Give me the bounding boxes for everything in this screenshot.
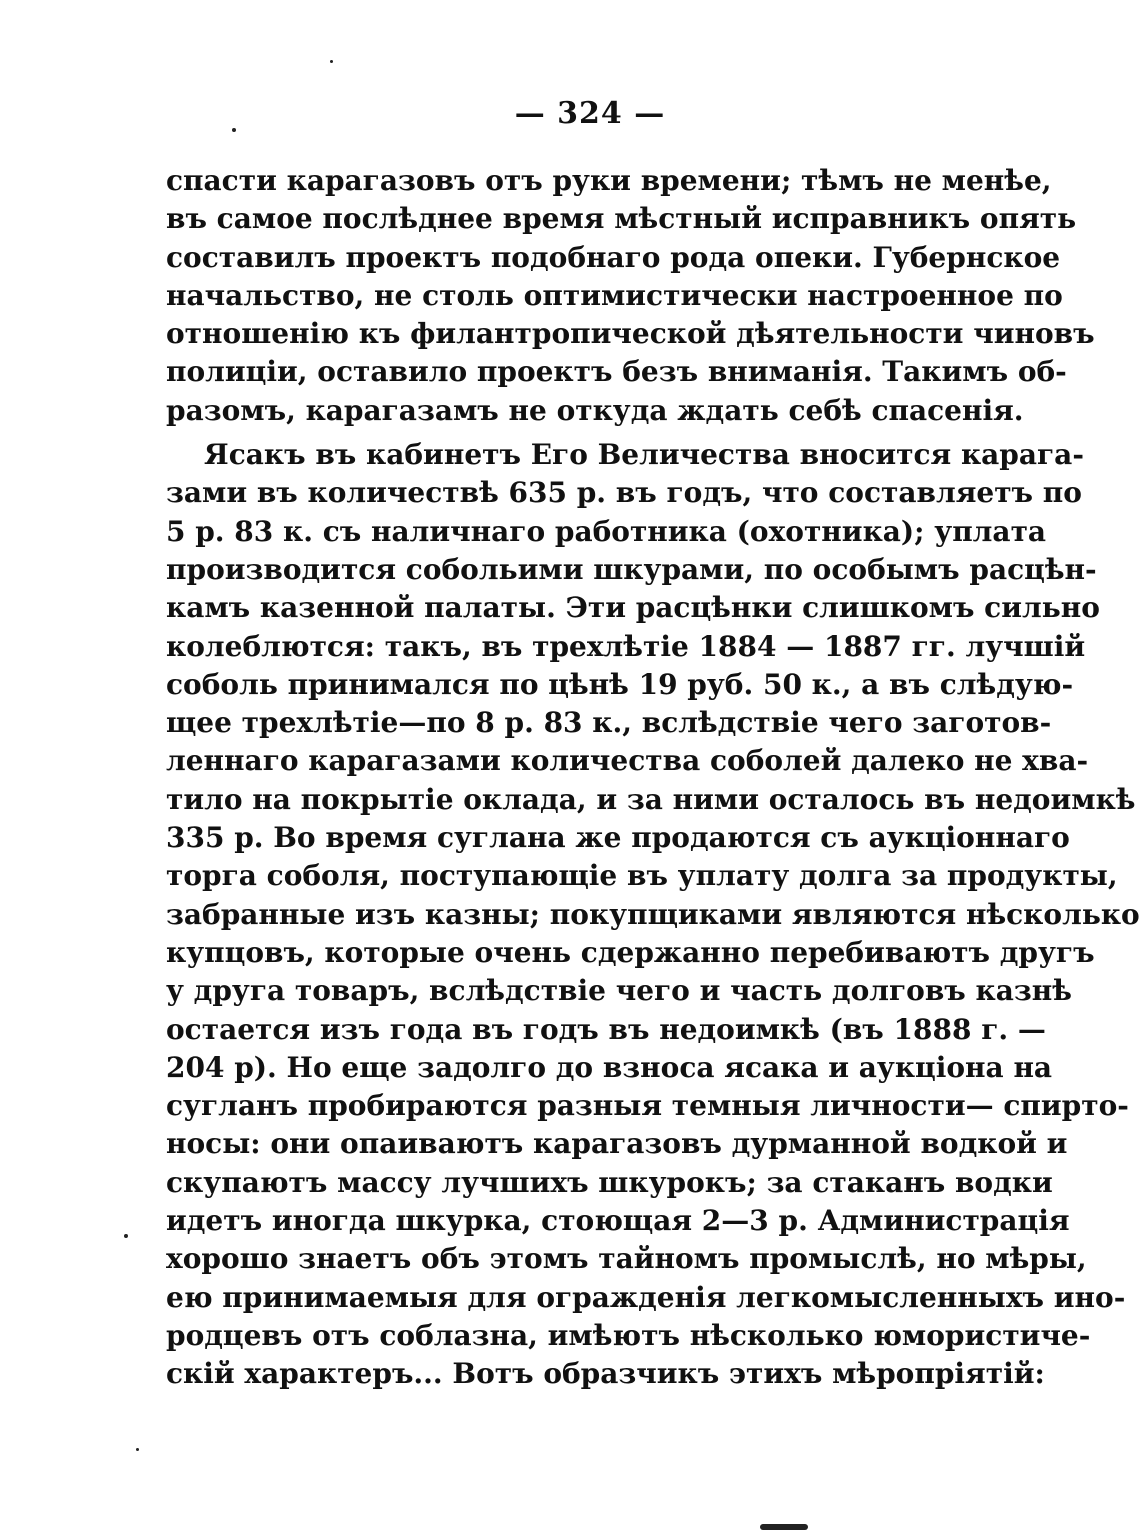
text-line: купцовъ, которые очень сдержанно перебиваютъ другъ	[166, 935, 1095, 969]
text-line: Ясакъ въ кабинетъ Его Величества вносится карага-	[204, 438, 1084, 472]
text-line: отношенію къ филантропической дѣятельности чиновъ	[166, 317, 1095, 351]
text-line: начальство, не столь оптимистически настроенное по	[166, 278, 1063, 312]
text-line: спасти карагазовъ отъ руки времени; тѣмъ не менѣе,	[166, 164, 1052, 197]
text-line: хорошо знаетъ объ этомъ тайномъ промыслѣ, но мѣры,	[166, 1242, 1087, 1276]
text-line: торга соболя, поступающіе въ уплату долга за продукты,	[166, 859, 1118, 893]
text-line: зами въ количествѣ 635 р. въ годъ, что составляетъ по	[166, 476, 1082, 510]
body-text	[166, 162, 1140, 1394]
text-line: щее трехлѣтіе—по 8 р. 83 к., вслѣдствіе чего заготов-	[166, 706, 1052, 740]
scan-mark	[760, 1524, 808, 1530]
paragraph-1	[166, 162, 1095, 430]
text-line: разомъ, карагазамъ не откуда ждать себѣ спасенія.	[166, 393, 1024, 427]
text-line: тило на покрытіе оклада, и за ними осталось въ недоимкѣ	[166, 782, 1136, 816]
text-line: въ самое послѣднее время мѣстный исправникъ опять	[166, 202, 1077, 236]
text-line: скупаютъ массу лучшихъ шкурокъ; за стаканъ водки	[166, 1165, 1053, 1199]
scan-speck	[330, 60, 333, 63]
text-line: остается изъ года въ годъ въ недоимкѣ (въ 1888 г. —	[166, 1012, 1046, 1046]
text-line: родцевъ отъ соблазна, имѣютъ нѣсколько юмористиче-	[166, 1318, 1091, 1352]
paragraph-2	[166, 436, 1140, 1393]
page-number: — 324 —	[514, 96, 666, 131]
text-line: леннаго карагазами количества соболей далеко не хва-	[166, 744, 1089, 778]
text-line: 204 р). Но еще задолго до взноса ясака и аукціона на	[166, 1050, 1053, 1084]
text-line: идетъ иногда шкурка, стоющая 2—3 р. Администрація	[166, 1204, 1070, 1238]
text-line: 335 р. Во время суглана же продаются съ аукціоннаго	[166, 821, 1070, 855]
text-line: носы: они опаиваютъ карагазовъ дурманной водкой и	[166, 1127, 1068, 1161]
text-line: у друга товаръ, вслѣдствіе чего и часть долговъ казнѣ	[166, 974, 1072, 1008]
text-line: забранные изъ казны; покупщиками являются нѣсколько	[166, 897, 1140, 931]
text-line: соболь принимался по цѣнѣ 19 руб. 50 к., а въ слѣдую-	[166, 667, 1074, 701]
text-line: колеблются: такъ, въ трехлѣтіе 1884 — 1887 гг. лучшій	[166, 629, 1086, 663]
text-line: камъ казенной палаты. Эти расцѣнки слишкомъ сильно	[166, 591, 1100, 625]
scan-speck	[232, 128, 236, 132]
text-line: сугланъ пробираются разныя темныя личности— спирто-	[166, 1089, 1129, 1123]
text-line: ею принимаемыя для огражденія легкомысленныхъ ино-	[166, 1280, 1126, 1314]
scan-speck	[124, 1234, 128, 1238]
text-line: составилъ проектъ подобнаго рода опеки. Губернское	[166, 240, 1061, 274]
text-line: полиціи, оставило проектъ безъ вниманія. Такимъ об-	[166, 355, 1067, 389]
text-line: производится собольими шкурами, по особымъ расцѣн-	[166, 552, 1097, 586]
text-line: 5 р. 83 к. съ наличнаго работника (охотника); уплата	[166, 514, 1047, 548]
text-line: скій характеръ... Вотъ образчикъ этихъ мѣропріятій:	[166, 1357, 1045, 1391]
scan-speck	[136, 1448, 139, 1451]
